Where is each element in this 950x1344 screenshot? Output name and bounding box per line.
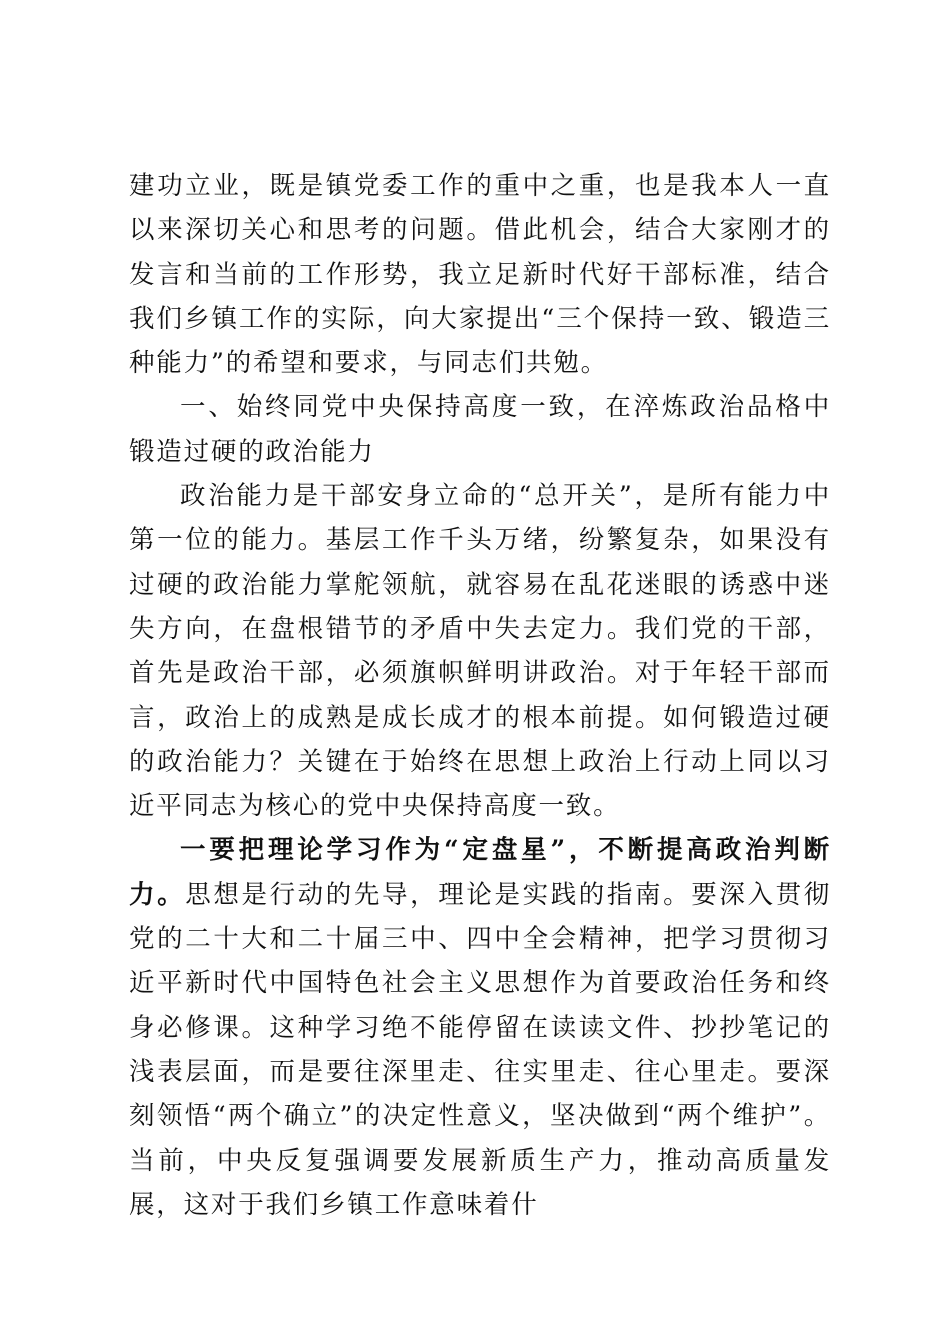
paragraph-text: 建功立业，既是镇党委工作的重中之重，也是我本人一直以来深切关心和思考的问题。借此机会，结合大家刚才的发言和当前的工作形势，我立足新时代好干部标准，结合我们乡镇工作的实际，向大家提出“三个保持一致、锻造三种能力”的希望和要求，与同志们共勉。	[129, 171, 831, 379]
section-heading-text: 一、始终同党中央保持高度一致，在淬炼政治品格中锻造过硬的政治能力	[129, 392, 831, 467]
document-body	[129, 164, 831, 1227]
paragraph-text: 思想是行动的先导，理论是实践的指南。要深入贯彻党的二十大和二十届三中、四中全会精神，把学习贯彻习近平新时代中国特色社会主义思想作为首要政治任务和终身必修课。这种学习绝不能停留在读读文件、抄抄笔记的浅表层面，而是要往深里走、往实里走、往心里走。要深刻领悟“两个确立”的决定性意义，坚决做到“两个维护”。当前，中央反复强调要发展新质生产力，推动高质量发展，这对于我们乡镇工作意味着什	[129, 879, 831, 1220]
paragraph-text: 政治能力是干部安身立命的“总开关”，是所有能力中第一位的能力。基层工作千头万绪，纷繁复杂，如果没有过硬的政治能力掌舵领航，就容易在乱花迷眼的诱惑中迷失方向，在盘根错节的矛盾中失去定力。我们党的干部，首先是政治干部，必须旗帜鲜明讲政治。对于年轻干部而言，政治上的成熟是成长成才的根本前提。如何锻造过硬的政治能力？关键在于始终在思想上政治上行动上同以习近平同志为核心的党中央保持高度一致。	[129, 481, 831, 822]
paragraph-political-ability	[129, 474, 831, 828]
paragraph-intro-continued	[129, 164, 831, 385]
bold-lead-sentence: 一要把理论学习作为“定盘星”，不断提高政治判断力。	[129, 835, 831, 910]
section-heading-one	[129, 385, 831, 474]
paragraph-theory-study	[129, 828, 831, 1227]
